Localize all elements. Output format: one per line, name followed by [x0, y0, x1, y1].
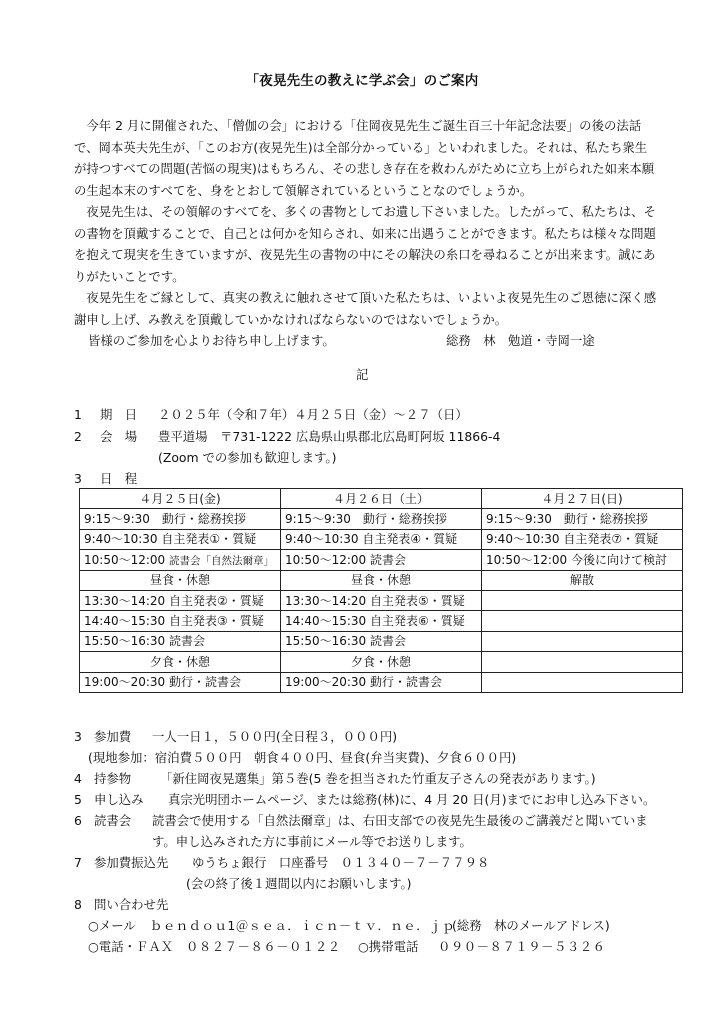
- item-label: 会 場: [100, 429, 138, 444]
- item-value: 豊平道場 〒731-1222 広島県山県郡北広島町阿坂 11866-4: [158, 429, 501, 444]
- item-value: ゆうちょ銀行 口座番号 ０１３４０－７－７７９８: [192, 855, 490, 870]
- item-note: (会の終了後１週間以内にお願いします。): [186, 876, 412, 891]
- page-title: 「夜晃先生の教えに学ぶ会」のご案内: [245, 73, 479, 89]
- mail-label: ○メール: [88, 918, 136, 933]
- table-row: [80, 652, 683, 672]
- table-row: [80, 570, 683, 590]
- table-cell: 9:40～10:30 自主発表①・質疑: [80, 529, 281, 549]
- item-value: 「新住岡夜晃選集」第５巻(5 巻を担当された竹重友子さんの発表があります。): [160, 771, 596, 786]
- item-number: 1: [74, 407, 82, 422]
- item-number: 8: [74, 897, 82, 912]
- table-header-row: [80, 489, 683, 509]
- item-number: 5: [74, 792, 82, 807]
- item-number: 4: [74, 771, 82, 786]
- item-label: 日 程: [100, 471, 138, 486]
- table-cell: 9:40～10:30 自主発表④・質疑: [281, 529, 482, 549]
- table-cell: [482, 652, 683, 672]
- item-value: 真宗光明団ホームページ、または総務(林)に、4 月 20 日(月)までにお申し込み下さい。: [168, 792, 656, 807]
- ki-heading: 記: [356, 367, 369, 382]
- paragraph-line: 今年 2 月に開催された、「僧伽の会」における「住岡夜晃先生ご誕生百三十年記念法要」の後の法話: [74, 118, 642, 133]
- table-cell: 夕食・休憩: [80, 652, 281, 672]
- item-label: 参加費: [94, 729, 132, 744]
- table-cell: 昼食・休憩: [80, 570, 281, 590]
- paragraph-line: 夜晃先生は、その領解のすべてを、多くの書物としてお遺し下さいました。したがって、私たちは、そ: [74, 204, 656, 219]
- mail-note: (総務 林のメールアドレス): [452, 918, 610, 933]
- table-header: ４月２５日(金): [80, 489, 281, 509]
- table-cell: 昼食・休憩: [281, 570, 482, 590]
- paragraph-line: の書物を頂戴することで、自己とは何かを知らされ、如来に出遇うことができます。私たちは様々な問題: [74, 225, 656, 241]
- table-row: [80, 529, 683, 549]
- closing-line: [74, 335, 654, 357]
- item-label: 問い合わせ先: [94, 897, 169, 912]
- closing-text: 皆様のご参加を心よりお待ち申し上げます。: [88, 333, 335, 348]
- paragraph-line: で、岡本英夫先生が、「このお方(夜晃先生)は全部分かっている」といわれました。それは、私たち衆生: [74, 139, 648, 155]
- mobile-label: ○携帯電話: [358, 939, 419, 954]
- schedule-table: [79, 488, 683, 693]
- item-value: ２０２５年（令和７年）４月２５日（金）～２７（日）: [158, 407, 468, 422]
- signature: 総務 林 勉道・寺岡一途: [446, 333, 595, 348]
- item-number: 6: [74, 813, 82, 828]
- table-cell: 9:15～9:30 動行・総務挨拶: [482, 509, 683, 529]
- table-cell: 14:40～15:30 自主発表③・質疑: [80, 611, 281, 631]
- item-label: 参加費振込先: [94, 855, 169, 870]
- item-value: 読書会で使用する「自然法爾章」は、右田支部での夜晃先生最後のご講義だと聞いていま: [152, 813, 648, 828]
- table-cell: 9:15～9:30 動行・総務挨拶: [80, 509, 281, 529]
- item-label: 期 日: [100, 407, 138, 422]
- table-cell: 19:00～20:30 動行・読書会: [281, 672, 482, 692]
- table-cell: 10:50～12:00 今後に向けて検討: [482, 550, 683, 570]
- table-cell: 15:50～16:30 読書会: [80, 631, 281, 651]
- table-cell: [482, 672, 683, 692]
- item-note: (Zoom での参加も歓迎します。): [158, 450, 337, 465]
- table-cell: [482, 611, 683, 631]
- item-number: 7: [74, 855, 82, 870]
- tel-label: ○電話・ＦＡＸ: [88, 939, 174, 954]
- item-value-cont: す。申し込みされた方に事前にメール等でお送りします。: [152, 834, 472, 849]
- table-cell: 19:00～20:30 動行・読書会: [80, 672, 281, 692]
- table-cell: 夕食・休憩: [281, 652, 482, 672]
- table-header: ４月２７日(日): [482, 489, 683, 509]
- table-cell: 9:40～10:30 自主発表⑦・質疑: [482, 529, 683, 549]
- table-cell: 解散: [482, 570, 683, 590]
- paragraph-line: 夜晃先生をご縁として、真実の教えに触れさせて頂いた私たちは、いよいよ夜晃先生のご恩徳に深く感: [74, 290, 657, 305]
- item-number: 2: [74, 429, 82, 444]
- mobile-value: ０９０－８７１９－５３２６: [438, 939, 606, 954]
- paragraph-line: りがたいことです。: [74, 268, 185, 284]
- table-cell: [482, 631, 683, 651]
- table-cell: [80, 550, 281, 570]
- table-cell: 10:50～12:00 読書会: [281, 550, 482, 570]
- table-row: [80, 611, 683, 631]
- paragraph-line: が持つすべての問題(苦悩の現実)はもちろん、その悲しき存在を救わんがために立ち上がられた如来本願: [74, 161, 655, 176]
- paragraph-line: の生起本末のすべてを、身をとおして領解されているということなのでしょうか。: [74, 182, 533, 198]
- item-value: 一人一日１，５００円(全日程３，０００円): [152, 729, 398, 744]
- item-number: 3: [74, 471, 82, 486]
- table-cell: 9:15～9:30 動行・総務挨拶: [281, 509, 482, 529]
- table-row: [80, 672, 683, 692]
- item-label: 読書会: [94, 813, 132, 828]
- table-row: [80, 550, 683, 570]
- cell-time: 10:50～12:00: [84, 552, 166, 567]
- table-header: ４月２６日（土）: [281, 489, 482, 509]
- table-row: [80, 509, 683, 529]
- table-cell: 13:30～14:20 自主発表⑤・質疑: [281, 590, 482, 610]
- item-note: (現地参加：宿泊費５００円 朝食４００円、昼食(弁当実費)、夕食６００円): [88, 750, 517, 765]
- item-label: 申し込み: [94, 792, 144, 807]
- item-label: 持参物: [94, 771, 132, 786]
- mail-value: ｂｅｎｄｏｕ1＠ｓｅａ．ｉｃｎ－ｔｖ．ｎｅ．ｊｐ: [150, 918, 455, 933]
- tel-value: ０８２７－８６－０１２２: [186, 939, 341, 954]
- item-number: 3: [74, 729, 82, 744]
- table-cell: [482, 590, 683, 610]
- table-row: [80, 590, 683, 610]
- table-cell: 13:30～14:20 自主発表②・質疑: [80, 590, 281, 610]
- cell-small-text: 読書会「自然法爾章」: [169, 554, 274, 567]
- intro-paragraphs: [74, 118, 657, 357]
- table-cell: 14:40～15:30 自主発表⑥・質疑: [281, 611, 482, 631]
- table-cell: 15:50～16:30 読書会: [281, 631, 482, 651]
- paragraph-line: 謝申し上げ、み教えを頂戴していかなければならないのではないでしょうか。: [74, 311, 508, 327]
- table-row: [80, 631, 683, 651]
- paragraph-line: を抱えて現実を生きていますが、夜晃先生の書物の中にその解決の糸口を尋ねることが出来ます。誠にあ: [74, 247, 656, 262]
